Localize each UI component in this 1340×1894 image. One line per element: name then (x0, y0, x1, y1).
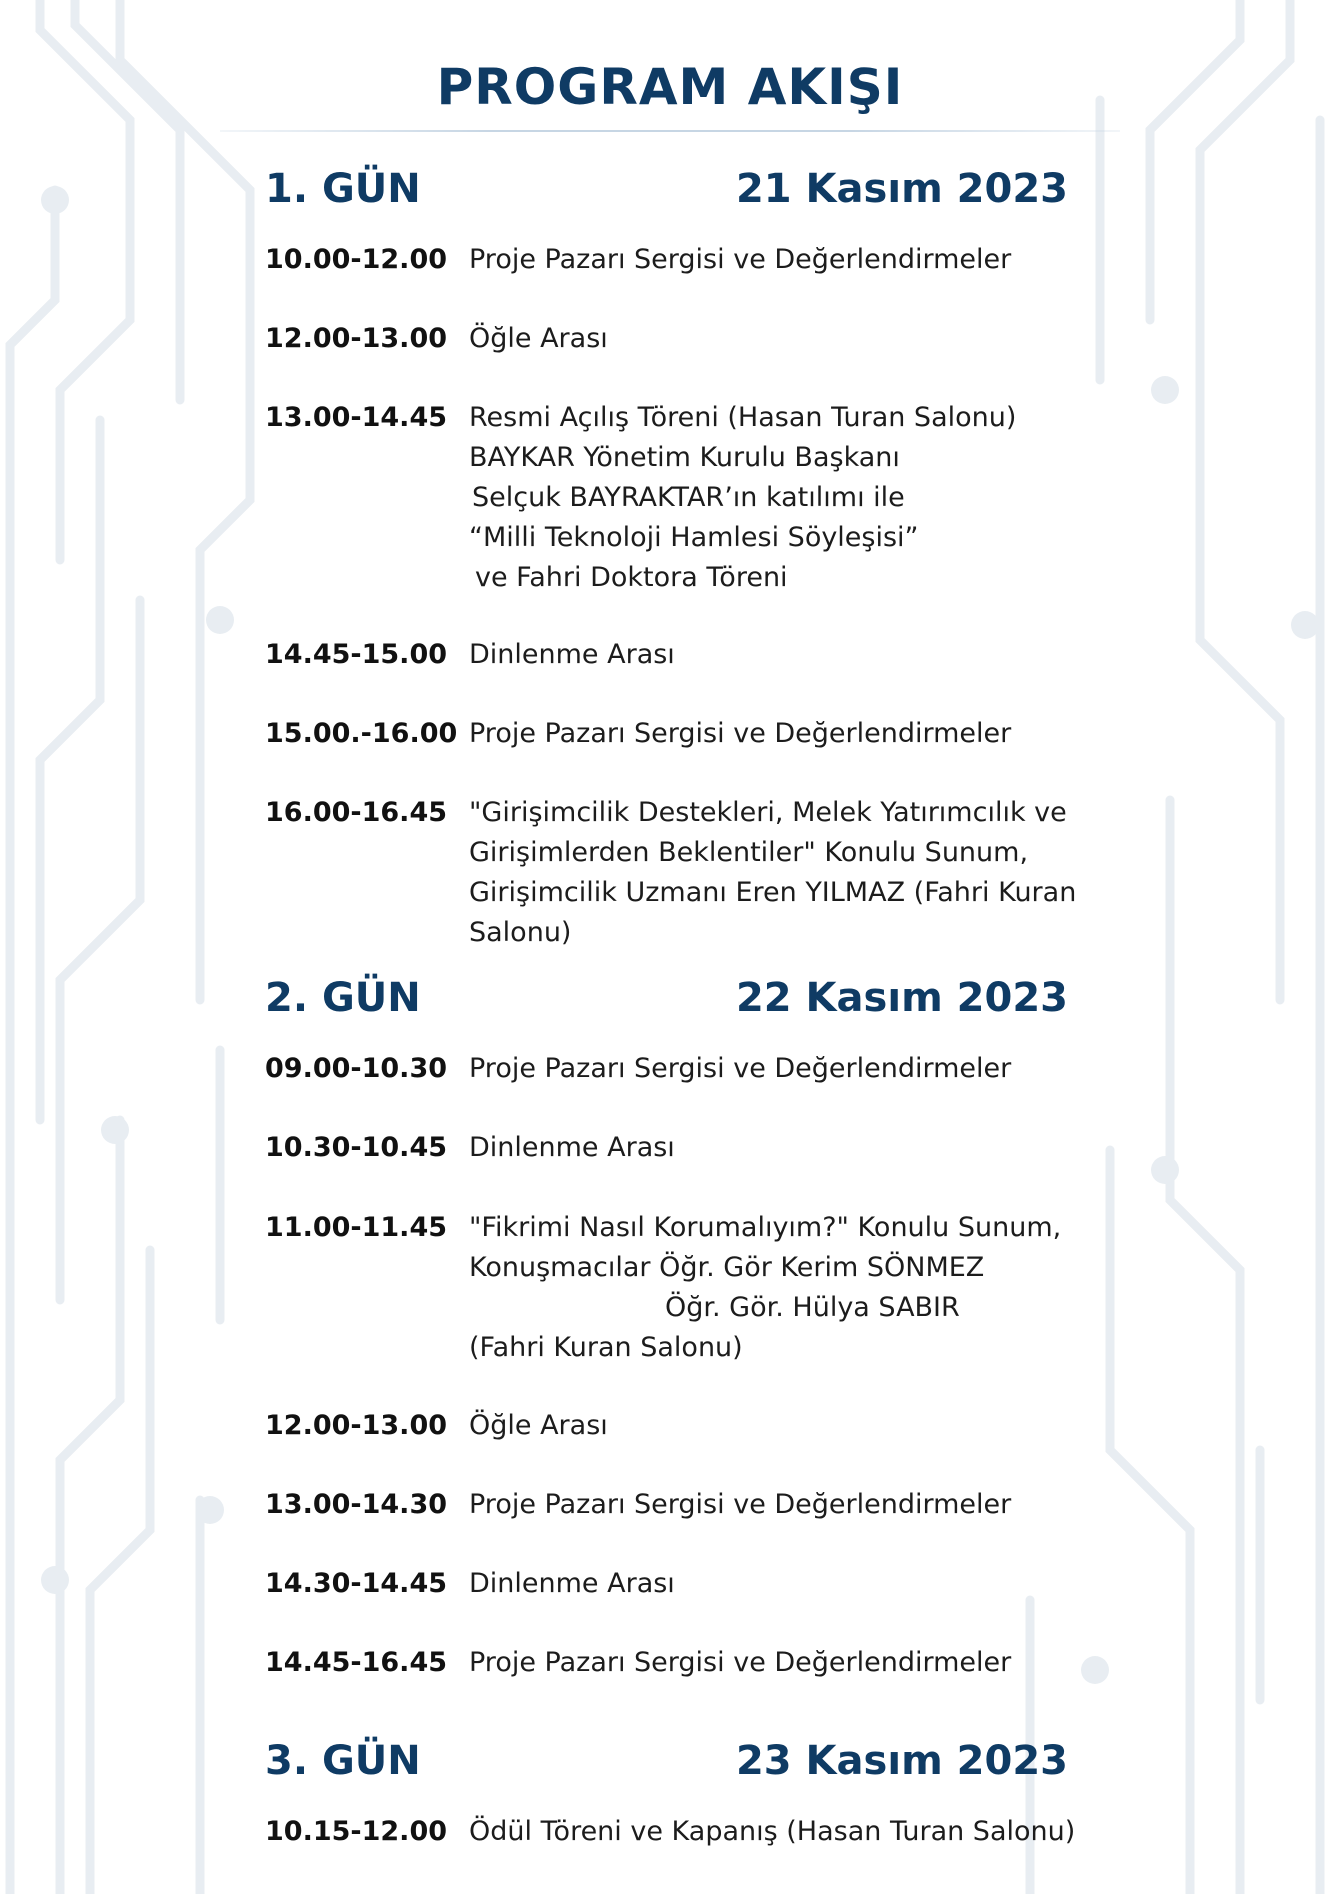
event-line: Öğr. Gör. Hülya SABIR (665, 1292, 960, 1323)
event-description (469, 793, 1089, 953)
event-line: Ödül Töreni ve Kapanış (Hasan Turan Salonu) (469, 1816, 1076, 1847)
event-line: "Girişimcilik Destekleri, Melek Yatırımcılık ve (469, 797, 1067, 828)
event-line: Dinlenme Arası (469, 1568, 675, 1599)
time-slot: 14.45-15.00 (265, 639, 448, 670)
event-line: Proje Pazarı Sergisi ve Değerlendirmeler (469, 718, 1012, 749)
event-description (469, 1128, 1089, 1168)
day-label: 1. GÜN (265, 166, 421, 212)
time-slot: 14.30-14.45 (265, 1568, 448, 1599)
event-line: Öğle Arası (469, 323, 608, 354)
time-slot: 11.00-11.45 (265, 1212, 448, 1243)
event-line: “Milli Teknoloji Hamlesi Söyleşisi” (469, 522, 919, 553)
event-description (469, 1208, 1089, 1368)
page-title: PROGRAM AKIŞI (436, 58, 904, 116)
event-line: Proje Pazarı Sergisi ve Değerlendirmeler (469, 1489, 1012, 1520)
time-slot: 09.00-10.30 (265, 1053, 448, 1084)
event-line: Salonu) (469, 917, 572, 948)
time-slot: 13.00-14.30 (265, 1489, 448, 1520)
time-slot: 10.15-12.00 (265, 1816, 448, 1847)
time-slot: 13.00-14.45 (265, 402, 448, 433)
day-header-2 (265, 975, 1068, 1029)
time-slot: 14.45-16.45 (265, 1647, 448, 1678)
event-line: Girişimlerden Beklentiler" Konulu Sunum, (469, 837, 1029, 868)
event-description (469, 240, 1089, 280)
day-date: 23 Kasım 2023 (735, 1738, 1068, 1784)
event-line: (Fahri Kuran Salonu) (469, 1332, 743, 1363)
event-description (469, 1406, 1089, 1446)
event-description (469, 1049, 1089, 1089)
event-line: Girişimcilik Uzmanı Eren YILMAZ (Fahri Kuran (469, 877, 1077, 908)
day-header-3 (265, 1738, 1068, 1792)
event-line: Dinlenme Arası (469, 639, 675, 670)
event-line: ve Fahri Doktora Töreni (475, 562, 788, 593)
time-slot: 10.00-12.00 (265, 244, 448, 275)
event-description (469, 1643, 1089, 1683)
day-header-1 (265, 166, 1068, 220)
day-date: 21 Kasım 2023 (735, 166, 1068, 212)
event-description (469, 319, 1089, 359)
time-slot: 12.00-13.00 (265, 1410, 448, 1441)
day-date: 22 Kasım 2023 (735, 975, 1068, 1021)
event-line: Dinlenme Arası (469, 1132, 675, 1163)
event-line: Konuşmacılar Öğr. Gör Kerim SÖNMEZ (469, 1252, 985, 1283)
time-slot: 10.30-10.45 (265, 1132, 448, 1163)
event-description (469, 398, 1089, 598)
event-description (469, 714, 1089, 754)
event-description (469, 1812, 1089, 1852)
event-line: Proje Pazarı Sergisi ve Değerlendirmeler (469, 1647, 1012, 1678)
event-description (469, 1485, 1089, 1525)
event-line: Resmi Açılış Töreni (Hasan Turan Salonu) (469, 402, 1017, 433)
event-line: Proje Pazarı Sergisi ve Değerlendirmeler (469, 1053, 1012, 1084)
time-slot: 15.00.-16.00 (265, 718, 458, 749)
title-divider (220, 130, 1120, 132)
event-line: Proje Pazarı Sergisi ve Değerlendirmeler (469, 244, 1012, 275)
event-line: Öğle Arası (469, 1410, 608, 1441)
event-line: Selçuk BAYRAKTAR’ın katılımı ile (472, 482, 905, 513)
event-description (469, 1564, 1089, 1604)
time-slot: 16.00-16.45 (265, 797, 448, 828)
event-description (469, 635, 1089, 675)
day-label: 3. GÜN (265, 1738, 421, 1784)
day-label: 2. GÜN (265, 975, 421, 1021)
event-line: BAYKAR Yönetim Kurulu Başkanı (469, 442, 900, 473)
event-line: "Fikrimi Nasıl Korumalıyım?" Konulu Sunum, (469, 1212, 1062, 1243)
time-slot: 12.00-13.00 (265, 323, 448, 354)
